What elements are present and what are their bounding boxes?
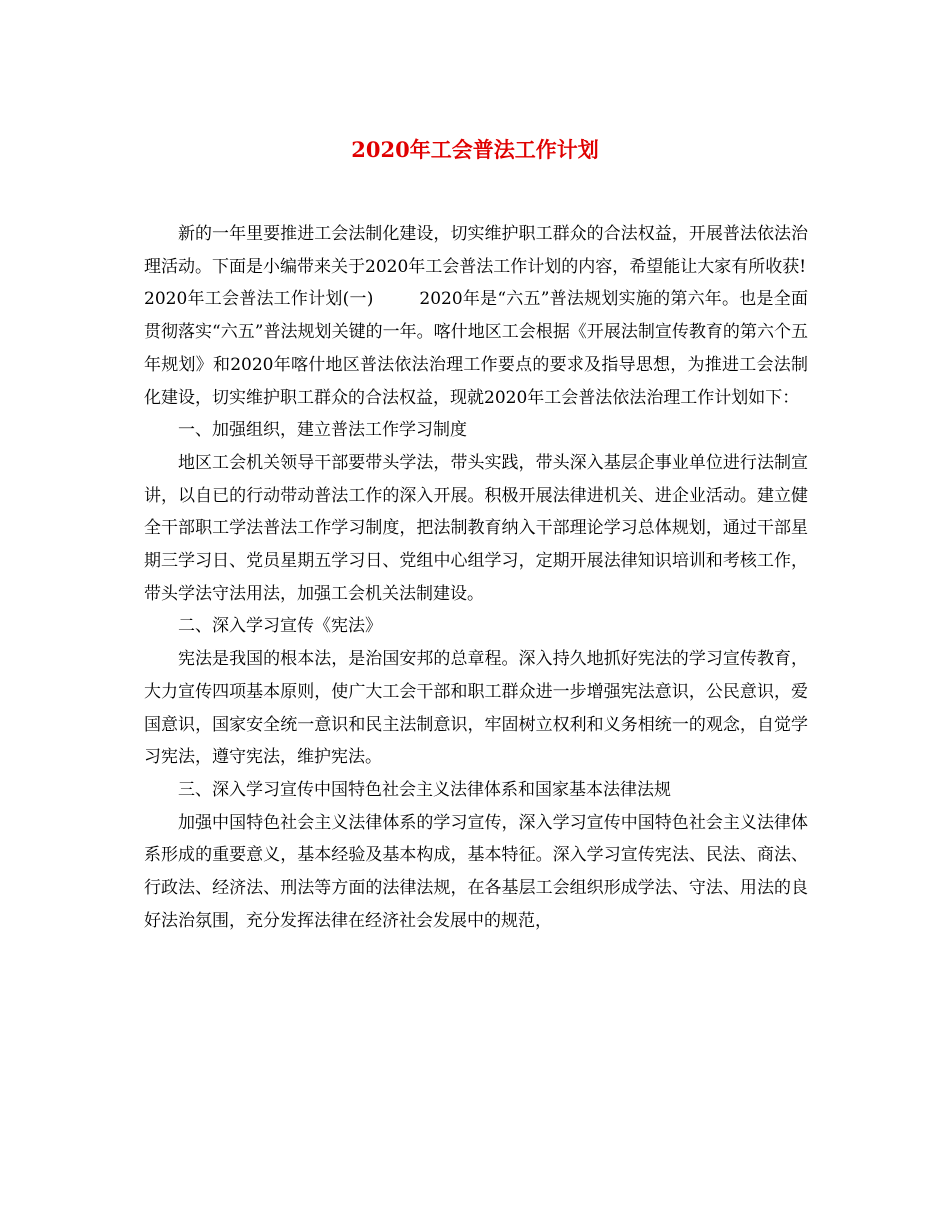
- intro-paragraph: 新的一年里要推进工会法制化建设，切实维护职工群众的合法权益，开展普法依法治理活动。下面是小编带来关于2020年工会普法工作计划的内容，希望能让大家有所收获!: [144, 224, 808, 277]
- section2-body: 宪法是我国的根本法，是治国安邦的总章程。深入持久地抓好宪法的学习宣传教育，大力宣传四项基本原则，使广大工会干部和职工群众进一步增强宪法意识，公民意识，爱国意识，国家安全统一意识和民主法制意识，牢固树立权利和义务相统一的观念，自觉学习宪法，遵守宪法，维护宪法。: [144, 649, 808, 768]
- section1-heading: 一、加强组织，建立普法工作学习制度: [178, 420, 467, 441]
- plan-body: 2020年是“六五”普法规划实施的第六年。也是全面贯彻落实“六五”普法规划关键的一年。喀什地区工会根据《开展法制宣传教育的第六个五年规划》和2020年喀什地区普法依法治理工作要点的要求及指导思想，为推进工会法制化建设，切实维护职工群众的合法权益，现就2020年工会普法依法治理工作计划如下：: [144, 289, 808, 408]
- document-title: 2020年工会普法工作计划: [351, 137, 599, 162]
- plan-heading: 2020年工会普法工作计划(一): [144, 289, 374, 310]
- section1-body: 地区工会机关领导干部要带头学法，带头实践，带头深入基层企事业单位进行法制宣讲，以自已的行动带动普法工作的深入开展。积极开展法律进机关、进企业活动。建立健全干部职工学法普法工作学习制度，把法制教育纳入干部理论学习总体规划，通过干部星期三学习日、党员星期五学习日、党组中心组学习，定期开展法律知识培训和考核工作，带头学法守法用法，加强工会机关法制建设。: [144, 452, 808, 604]
- plan-paragraph: [144, 283, 808, 414]
- section3-body: 加强中国特色社会主义法律体系的学习宣传，深入学习宣传中国特色社会主义法律体系形成的重要意义，基本经验及基本构成，基本特征。深入学习宣传宪法、民法、商法、行政法、经济法、刑法等方面的法律法规，在各基层工会组织形成学法、守法、用法的良好法治氛围，充分发挥法律在经济社会发展中的规范，: [144, 812, 808, 931]
- document-body: [144, 218, 808, 937]
- section2-heading: 二、深入学习宣传《宪法》: [178, 616, 382, 637]
- section3-heading: 三、深入学习宣传中国特色社会主义法律体系和国家基本法律法规: [178, 779, 671, 800]
